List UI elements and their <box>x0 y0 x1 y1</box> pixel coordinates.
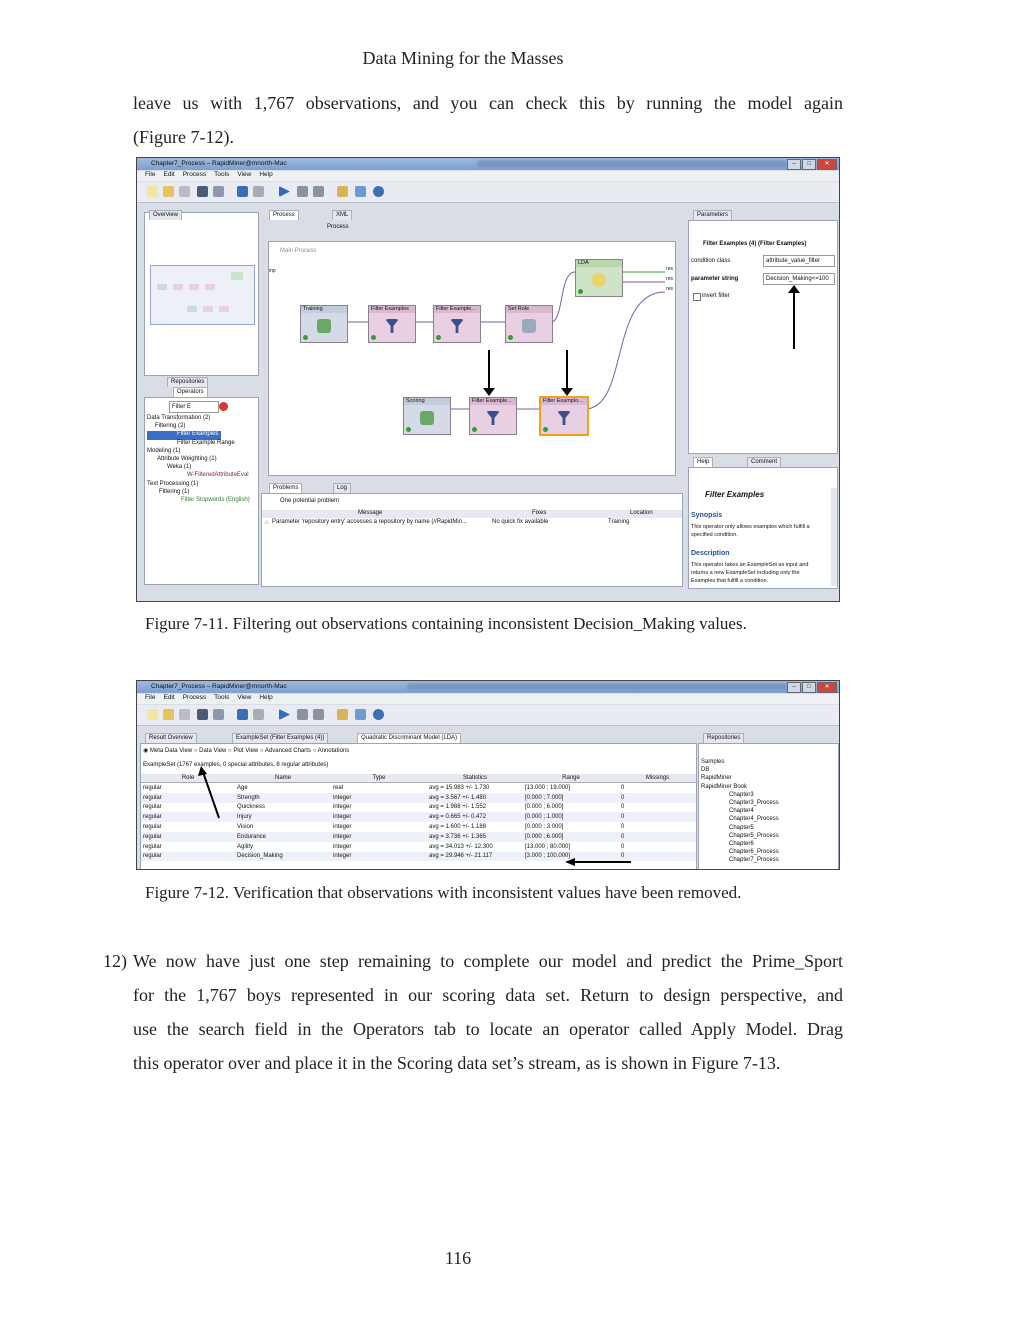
menu-file[interactable]: File <box>145 171 156 178</box>
synopsis-heading: Synopsis <box>691 512 723 519</box>
repo-chapter5-process[interactable]: Chapter5_Process <box>729 832 779 839</box>
problem-message: Parameter 'repository entry' accesses a repository by name (//RapidMin... <box>272 519 468 525</box>
data-view-radio[interactable]: ○ <box>193 748 200 754</box>
menu-help[interactable]: Help <box>259 694 273 701</box>
filter-icon <box>486 411 500 425</box>
meta-data-view-radio[interactable]: ◉ <box>143 748 150 754</box>
tree-filter-examples[interactable]: Filter Examples <box>147 431 221 439</box>
operator-set-role[interactable] <box>505 305 553 343</box>
tab-repositories[interactable] <box>167 377 208 387</box>
cell-statistics: avg = 34.013 +/- 12.300 <box>429 843 493 850</box>
stop-icon[interactable] <box>313 186 324 197</box>
col-message: Message <box>358 510 383 516</box>
blurred-word-title <box>407 683 787 690</box>
cell-type: integer <box>333 843 352 850</box>
process-tab-label: Process <box>273 212 295 218</box>
cell-range: [0.000 ; 1.000] <box>523 812 619 822</box>
annotation-arrows <box>141 744 696 869</box>
cell-statistics: avg = 29.946 +/- 21.117 <box>427 852 523 862</box>
cell-statistics: avg = 1.988 +/- 1.552 <box>429 804 487 811</box>
window-titlebar <box>137 158 839 170</box>
filter3-label: Filter Example... <box>470 398 516 405</box>
intro-line-1: leave us with 1,767 observations, and you can check this by running the model again <box>133 93 843 113</box>
problem-row[interactable] <box>262 519 682 528</box>
filter-icon <box>450 319 464 333</box>
overview-tab-label: Overview <box>153 212 179 218</box>
annotation-arrowhead-2 <box>561 388 573 396</box>
process-breadcrumb[interactable]: Process <box>327 224 349 230</box>
parameters-panel <box>688 220 838 454</box>
result-perspective-icon[interactable] <box>355 186 366 197</box>
cell-role: regular <box>141 812 235 822</box>
invert-filter-checkbox[interactable] <box>693 293 701 301</box>
set-role-icon <box>522 319 536 333</box>
tab-comment[interactable] <box>747 457 781 467</box>
cell-role: regular <box>141 832 235 842</box>
help-panel <box>688 467 838 589</box>
step-number: 12) <box>103 951 127 971</box>
tab-help[interactable] <box>693 457 713 467</box>
figure-7-11-caption: Figure 7-11. Filtering out observations containing inconsistent Decision_Making values. <box>145 614 747 633</box>
annotations-radio[interactable]: ○ <box>312 748 318 754</box>
problems-header <box>262 510 682 518</box>
cell-statistics: avg = 1.600 +/- 1.188 <box>429 824 487 831</box>
cell-missings: 0 <box>621 824 625 831</box>
scoring-label: Scoring <box>404 398 450 405</box>
minimize-button[interactable]: – <box>787 159 801 170</box>
process-canvas[interactable] <box>268 241 676 476</box>
synopsis-text: This operator only allows examples which fulfill a specified condition. <box>691 524 810 538</box>
cell-name: Quickness <box>237 804 266 811</box>
close-button[interactable]: ✕ <box>817 682 837 693</box>
repo-samples[interactable]: Samples <box>701 759 725 765</box>
overview-minimap[interactable] <box>150 265 255 325</box>
save-all-icon[interactable] <box>179 186 190 197</box>
menu-bar <box>137 694 839 704</box>
cell-role: regular <box>143 804 162 811</box>
menu-edit[interactable]: Edit <box>163 694 175 701</box>
save-as-icon[interactable] <box>213 186 224 197</box>
operators-tab-label: Operators <box>177 389 204 395</box>
tree-weka[interactable]: Weka (1) <box>167 464 192 471</box>
cell-role: regular <box>143 784 162 791</box>
result-overview-label: Result Overview <box>149 735 193 741</box>
undo-icon[interactable] <box>237 186 248 197</box>
cell-type: integer <box>331 812 427 822</box>
res-port-3: res <box>666 286 673 292</box>
tree-attribute-weighting[interactable]: Attribute Weighting (1) <box>157 455 217 462</box>
menu-tools[interactable]: Tools <box>214 171 230 178</box>
advanced-charts-label: Advanced Charts <box>264 748 311 754</box>
help-title: Filter Examples <box>705 490 765 499</box>
operator-filter-examples-4[interactable] <box>539 396 589 436</box>
repositories-tab-label: Repositories <box>707 735 741 741</box>
cell-missings: 0 <box>621 843 625 850</box>
save-icon[interactable] <box>197 186 208 197</box>
exampleset-panel <box>140 743 697 870</box>
tab-parameters[interactable] <box>693 210 732 220</box>
setrole-label: Set Role <box>506 306 552 313</box>
tree-text-processing[interactable]: Text Processing (1) <box>147 480 199 487</box>
operator-search-input[interactable] <box>169 401 219 413</box>
tab-overview[interactable] <box>149 210 182 220</box>
welcome-icon[interactable] <box>373 709 384 720</box>
clear-search-icon[interactable] <box>219 402 228 411</box>
annotation-arrow-3 <box>793 293 795 349</box>
status-dot <box>303 335 308 340</box>
intro-line-2: (Figure 7-12). <box>133 127 234 147</box>
annotation-arrowhead-1 <box>483 388 495 396</box>
status-dot <box>508 335 513 340</box>
status-dot <box>543 427 548 432</box>
tree-data-transformation[interactable]: Data Transformation (2) <box>147 415 211 421</box>
cell-type: integer <box>331 832 427 842</box>
repo-chapter3-process[interactable]: Chapter3_Process <box>729 799 779 806</box>
open-icon[interactable] <box>163 186 174 197</box>
cell-name: Injury <box>235 812 331 822</box>
running-header: Data Mining for the Masses <box>362 48 564 68</box>
run-icon[interactable] <box>279 186 290 197</box>
figure-7-12-screenshot <box>136 680 840 870</box>
main-toolbar <box>137 705 839 726</box>
description-text: This operator takes an ExampleSet as input and returns a new ExampleSet including only the Examples that fulfill a condition. <box>691 562 809 584</box>
parameters-tab-label: Parameters <box>697 212 729 218</box>
menu-view[interactable]: View <box>237 171 252 178</box>
cell-range: [0.000 ; 6.000] <box>525 804 564 811</box>
operator-lda[interactable] <box>575 259 623 297</box>
advanced-charts-radio[interactable]: ○ <box>259 748 265 754</box>
col-fixes: Fixes <box>532 510 547 516</box>
operator-filter-examples-2[interactable] <box>433 305 481 343</box>
cell-statistics: avg = 3.736 +/- 1.365 <box>427 832 523 842</box>
res-port-1: res <box>666 266 673 272</box>
cell-role: regular <box>141 793 235 803</box>
cell-missings: 0 <box>619 832 696 842</box>
exampleset-tab-label: ExampleSet (Filter Examples (4)) <box>236 735 325 741</box>
annotation-arrow-1 <box>488 350 490 390</box>
menu-file[interactable]: File <box>145 694 156 701</box>
plot-view-radio[interactable]: ○ <box>228 748 234 754</box>
help-scrollbar[interactable] <box>831 488 837 586</box>
maximize-button[interactable]: □ <box>802 682 816 693</box>
result-perspective-icon[interactable] <box>355 709 366 720</box>
operator-filter-examples-1[interactable] <box>368 305 416 343</box>
parameter-string-input[interactable]: Decision_Making<=100 <box>763 273 835 285</box>
window-titlebar <box>137 681 839 693</box>
menu-view[interactable]: View <box>237 694 252 701</box>
cell-missings: 0 <box>619 793 696 803</box>
col-location: Location <box>630 510 653 516</box>
operator-filter-examples-3[interactable] <box>469 397 517 435</box>
params-title: Filter Examples (4) (Filter Examples) <box>703 241 807 247</box>
menu-bar <box>137 171 839 181</box>
description-heading: Description <box>691 550 730 557</box>
figure-7-12-caption: Figure 7-12. Verification that observations with inconsistent values have been removed. <box>145 883 742 902</box>
repo-chapter6-process[interactable]: Chapter6_Process <box>729 849 779 856</box>
cell-range: [13.000 ; 80.000] <box>525 843 571 850</box>
cell-range: [0.000 ; 6.000] <box>523 832 619 842</box>
comment-tab-label: Comment <box>751 459 778 465</box>
cell-missings: 0 <box>621 784 625 791</box>
new-icon[interactable] <box>147 186 158 197</box>
log-tab-label: Log <box>337 485 348 491</box>
step-12-line-2: for the 1,767 boys represented in our scoring data set. Return to design perspective, and <box>133 985 843 1005</box>
undo-icon[interactable] <box>237 709 248 720</box>
operator-tree <box>147 415 250 505</box>
design-perspective-icon[interactable] <box>337 186 348 197</box>
col-missings[interactable]: Missings <box>619 774 696 783</box>
cell-statistics: avg = 3.567 +/- 1.480 <box>427 793 523 803</box>
filter2-label: Filter Example... <box>434 306 480 313</box>
run-icon[interactable] <box>279 709 290 720</box>
tab-qda-model[interactable] <box>357 733 461 743</box>
cell-name: Vision <box>237 824 254 831</box>
filter4-label: Filter Examplo... <box>541 398 587 405</box>
cell-statistics: avg = 0.665 +/- 0.472 <box>427 812 523 822</box>
annotation-arrowhead-3 <box>788 285 800 293</box>
operator-scoring[interactable] <box>403 397 451 435</box>
cell-missings: 0 <box>619 852 696 862</box>
redo-icon[interactable] <box>253 186 264 197</box>
menu-process[interactable]: Process <box>182 171 207 178</box>
operators-panel <box>144 397 259 585</box>
repo-db[interactable]: DB <box>701 767 710 774</box>
lightbulb-icon <box>592 273 606 287</box>
new-icon[interactable] <box>147 709 158 720</box>
retrieve-icon <box>317 319 331 333</box>
cell-range: [0.000 ; 7.000] <box>523 793 619 803</box>
repo-chapter6[interactable]: Chapter6 <box>729 840 754 847</box>
menu-help[interactable]: Help <box>259 171 273 178</box>
step-12-line-4: this operator over and place it in the Scoring data set’s stream, as is shown in Figure 7-13. <box>133 1053 781 1073</box>
cell-type: integer <box>333 824 352 831</box>
repo-chapter4[interactable]: Chapter4 <box>729 808 754 815</box>
tree-filter-stopwords[interactable]: Filter Stopwords (English) <box>181 496 250 503</box>
condition-class-select[interactable]: attribute_value_filter <box>763 255 835 267</box>
cell-missings: 0 <box>621 804 625 811</box>
filter1-label: Filter Examples <box>369 306 415 313</box>
tab-xml[interactable] <box>332 210 352 220</box>
tab-result-overview[interactable] <box>145 733 197 743</box>
save-as-icon[interactable] <box>213 709 224 720</box>
tab-operators[interactable] <box>173 387 208 397</box>
repo-rapidminer-book[interactable]: RapidMiner Book <box>701 783 748 790</box>
close-button[interactable]: ✕ <box>817 159 837 170</box>
filter-icon <box>557 411 571 425</box>
retrieve-icon <box>420 411 434 425</box>
repository-tree <box>701 759 779 865</box>
col-statistics[interactable]: Statistics <box>427 774 523 783</box>
figure-7-11-screenshot <box>136 157 840 602</box>
col-type[interactable]: Type <box>331 774 427 783</box>
repo-chapter4-process[interactable]: Chapter4_Process <box>729 816 779 823</box>
qda-tab-label: Quadratic Discriminant Model (LDA) <box>361 735 458 741</box>
filter-icon <box>385 319 399 333</box>
problems-tab-label: Problems <box>273 485 299 491</box>
res-port-2: res <box>666 276 673 282</box>
tab-exampleset[interactable] <box>232 733 328 743</box>
plot-view-label: Plot View <box>233 748 259 754</box>
tree-filter-example-range[interactable]: Filter Example Range <box>177 439 235 446</box>
tree-modeling[interactable]: Modeling (1) <box>147 447 181 454</box>
cell-name: Agility <box>237 843 254 850</box>
menu-process[interactable]: Process <box>182 694 207 701</box>
cell-range: [0.000 ; 3.000] <box>525 824 564 831</box>
col-name[interactable]: Name <box>235 774 331 783</box>
col-range[interactable]: Range <box>523 774 619 783</box>
menu-tools[interactable]: Tools <box>214 694 230 701</box>
annotations-label: Annotations <box>317 748 350 754</box>
repo-rapidminer[interactable]: RapidMiner <box>701 775 732 782</box>
repo-chapter3[interactable]: Chapter3 <box>729 791 754 798</box>
stop-icon[interactable] <box>313 709 324 720</box>
training-label: Training <box>301 306 347 313</box>
save-all-icon[interactable] <box>179 709 190 720</box>
problem-fix: No quick fix available <box>492 519 549 525</box>
open-icon[interactable] <box>163 709 174 720</box>
design-perspective-icon[interactable] <box>337 709 348 720</box>
page-number: 116 <box>444 1248 472 1268</box>
window-title: Chapter7_Process – RapidMiner@mnorth-Mac <box>151 160 287 167</box>
cell-role: regular <box>143 843 162 850</box>
inp-port: inp <box>269 268 276 274</box>
cell-range: [3.000 ; 100.000] <box>523 852 619 862</box>
menu-edit[interactable]: Edit <box>163 171 175 178</box>
blurred-word-title <box>477 160 787 167</box>
window-title: Chapter7_Process – RapidMiner@mnorth-Mac <box>151 683 287 690</box>
step-12-line-1: We now have just one step remaining to complete our model and predict the Prime_Sport <box>133 951 843 971</box>
tab-repositories[interactable] <box>703 733 744 743</box>
minimize-button[interactable]: – <box>787 682 801 693</box>
status-dot <box>406 427 411 432</box>
annotation-arrow-2 <box>566 350 568 390</box>
repo-chapter7-process[interactable]: Chapter7_Process <box>729 857 779 864</box>
warning-icon: ⚠ <box>264 520 270 526</box>
cell-range: [13.000 ; 19.000] <box>525 784 571 791</box>
problems-summary: One potential problem <box>280 498 340 504</box>
cell-name: Age <box>237 784 248 791</box>
tab-process[interactable] <box>269 210 299 220</box>
problems-panel <box>261 493 683 587</box>
redo-icon[interactable] <box>253 709 264 720</box>
cell-role: regular <box>141 852 235 862</box>
meta-data-view-label: Meta Data View <box>149 748 193 754</box>
repositories-tab-label: Repositories <box>171 379 205 385</box>
status-dot <box>371 335 376 340</box>
xml-tab-label: XML <box>336 212 349 218</box>
invert-filter-label: invert filter <box>702 293 730 299</box>
repositories-panel <box>698 743 839 870</box>
pause-icon[interactable] <box>297 186 308 197</box>
exampleset-info: ExampleSet (1767 examples, 0 special attributes, 8 regular attributes) <box>143 762 329 768</box>
col-role[interactable]: Role <box>141 774 235 783</box>
repo-chapter5[interactable]: Chapter5 <box>729 824 754 831</box>
help-tab-label: Help <box>697 459 710 465</box>
lda-label: LDA <box>576 260 622 267</box>
cell-name: Decision_Making <box>235 852 331 862</box>
overview-panel <box>144 212 259 376</box>
canvas-title: Main Process <box>280 248 317 254</box>
operator-training[interactable] <box>300 305 348 343</box>
cell-type: integer <box>333 804 352 811</box>
cell-name: Strength <box>235 793 331 803</box>
operator-search-value: Filter E <box>172 404 192 410</box>
tree-filtering[interactable]: Filtering (2) <box>155 423 186 430</box>
status-dot <box>472 427 477 432</box>
cell-name: Endurance <box>235 832 331 842</box>
status-dot <box>578 289 583 294</box>
cell-statistics: avg = 15.983 +/- 1.730 <box>429 784 490 791</box>
cell-type: real <box>333 784 344 791</box>
tree-text-filtering[interactable]: Filtering (1) <box>159 488 190 495</box>
status-dot <box>436 335 441 340</box>
problem-location: Training <box>608 519 630 525</box>
parameter-string-label: parameter string <box>691 276 739 282</box>
tab-log[interactable] <box>333 483 351 493</box>
data-view-label: Data View <box>199 748 227 754</box>
cell-type: integer <box>331 852 427 862</box>
save-icon[interactable] <box>197 709 208 720</box>
pause-icon[interactable] <box>297 709 308 720</box>
maximize-button[interactable]: □ <box>802 159 816 170</box>
welcome-icon[interactable] <box>373 186 384 197</box>
condition-class-label: condition class <box>691 258 731 264</box>
step-12-line-3: use the search field in the Operators tab to locate an operator called Apply Model. Drag <box>133 1019 843 1039</box>
tree-w-filtered-attribute-eval[interactable]: W-FilteredAttributeEval <box>187 472 249 479</box>
cell-role: regular <box>143 824 162 831</box>
tab-problems[interactable] <box>269 483 302 493</box>
cell-type: integer <box>331 793 427 803</box>
cell-missings: 0 <box>619 812 696 822</box>
main-toolbar <box>137 182 839 203</box>
